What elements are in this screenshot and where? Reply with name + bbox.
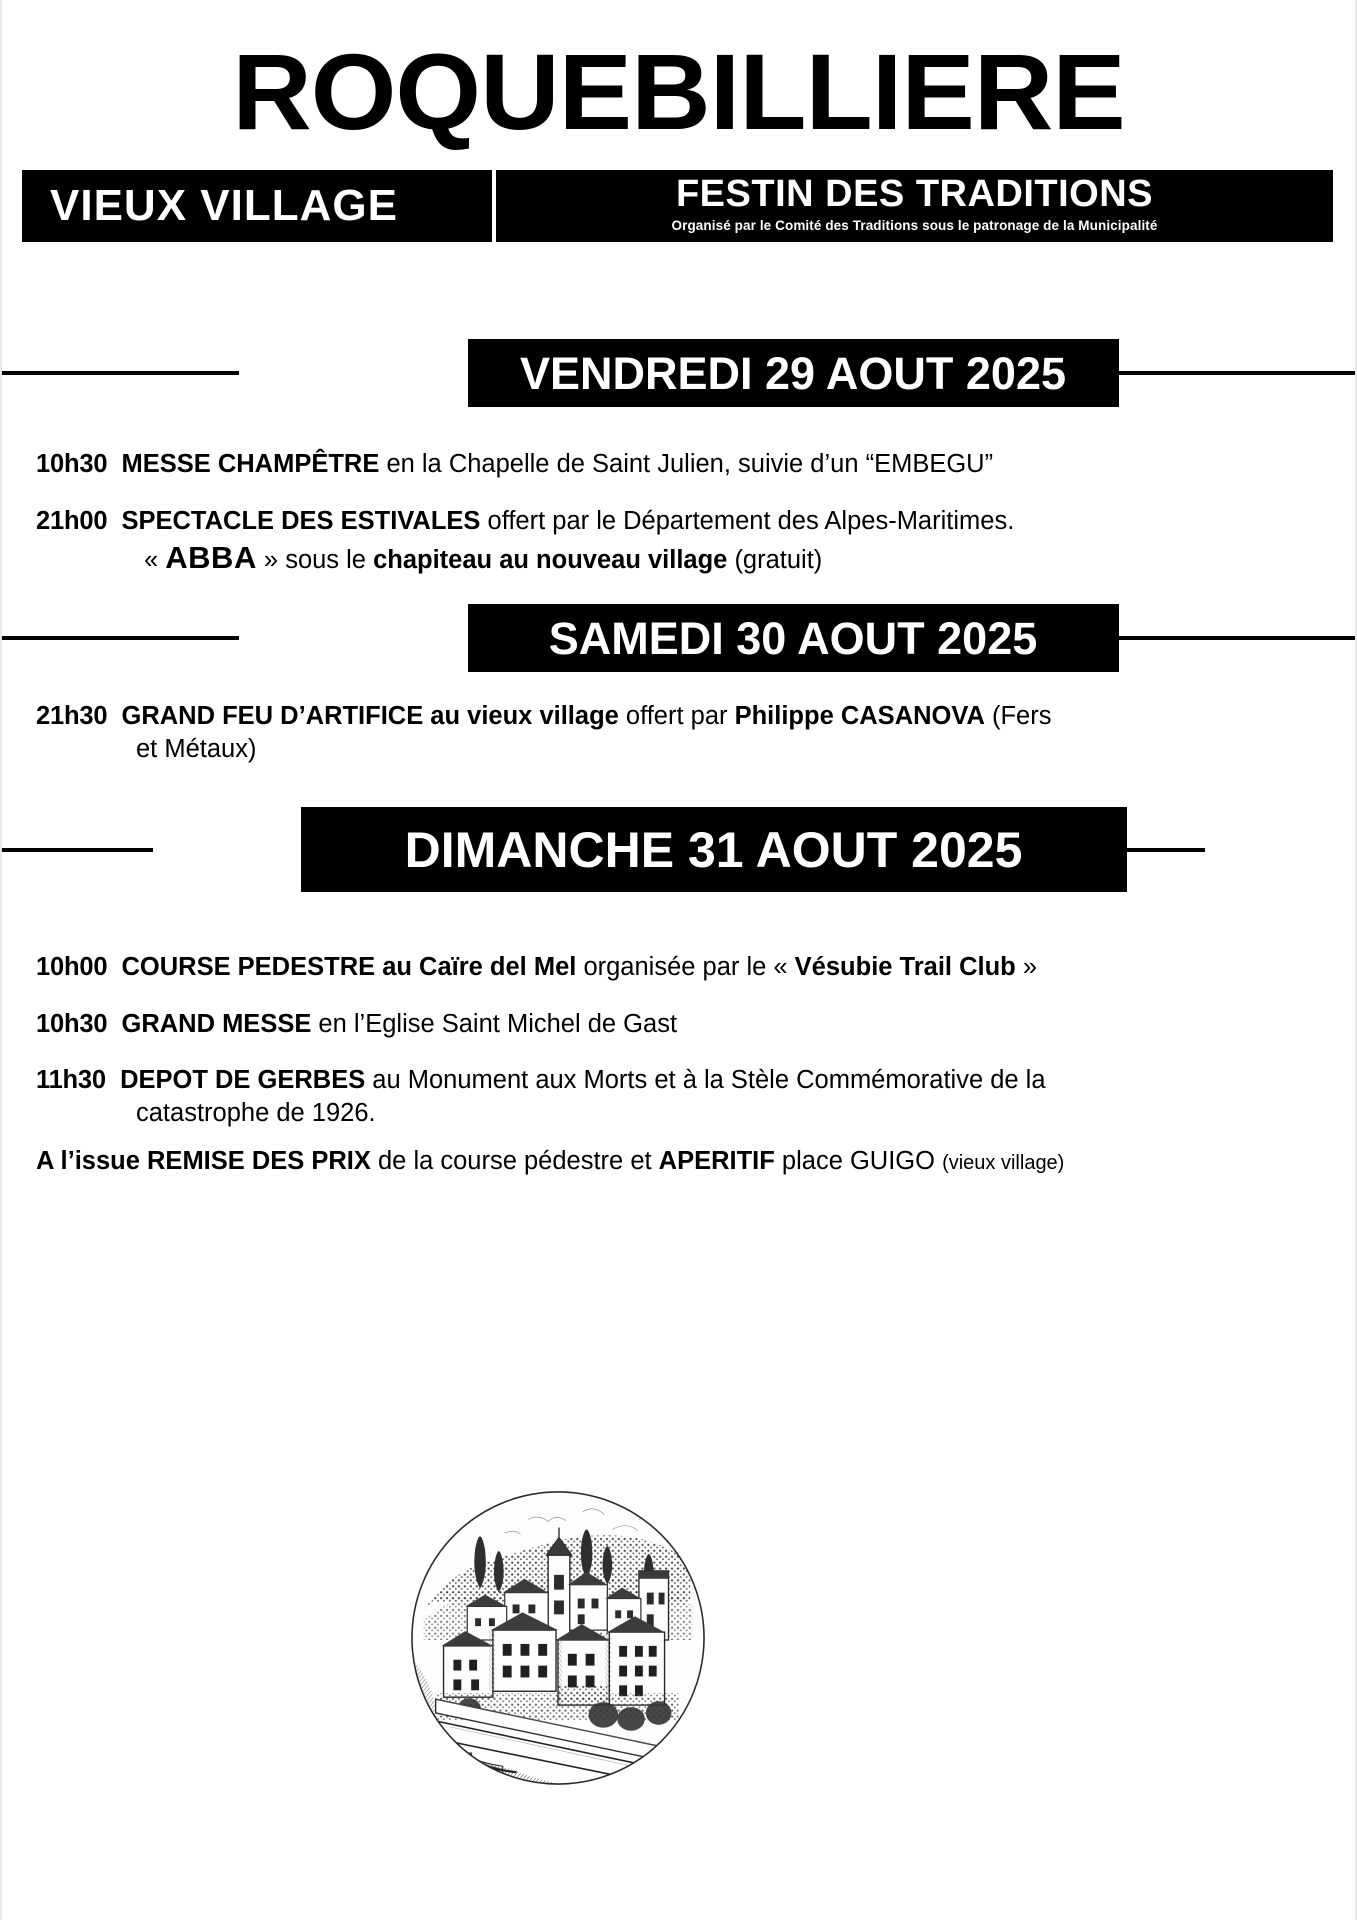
day-banner-samedi	[2, 604, 1355, 672]
sponsor-suffix: (Fers	[984, 702, 1052, 730]
event-vendredi-2	[36, 505, 1325, 577]
rule-left-dimanche	[2, 848, 153, 852]
festin-title: FESTIN DES TRADITIONS	[675, 173, 1154, 216]
masthead	[2, 0, 1355, 242]
closing-note-small: (vieux village)	[942, 1152, 1065, 1174]
event-time: 10h30	[36, 450, 108, 478]
event-detail-line2: catastrophe de 1926.	[136, 1098, 376, 1127]
header-band	[22, 170, 1333, 242]
event-detail-line2: et Métaux)	[136, 734, 257, 763]
event-title: DEPOT DE GERBES	[120, 1066, 366, 1094]
quote-close: »	[1015, 953, 1038, 981]
event-detail: organisée par le «	[576, 953, 795, 981]
quote-mid: » sous le	[256, 545, 374, 574]
festin-subtitle: Organisé par le Comité des Traditions sous le patronage de la Municipalité	[671, 218, 1158, 234]
event-title: GRAND MESSE	[121, 1010, 312, 1038]
village-engraving-illustration	[410, 1490, 706, 1786]
day-label-vendredi: VENDREDI 29 AOUT 2025	[468, 339, 1119, 407]
vieux-village-label: VIEUX VILLAGE	[50, 181, 398, 230]
event-title: SPECTACLE DES ESTIVALES	[121, 507, 481, 535]
event-samedi-1	[36, 700, 1325, 765]
event-detail: offert par	[618, 702, 735, 730]
day-banner-vendredi	[2, 339, 1355, 407]
day-banner-dimanche	[2, 807, 1355, 892]
closing-place: place GUIGO	[774, 1147, 943, 1175]
day-label-samedi: SAMEDI 30 AOUT 2025	[468, 604, 1119, 672]
rule-right-dimanche	[1127, 848, 1205, 852]
closing-aperitif: APERITIF	[658, 1147, 775, 1175]
quote-open: «	[144, 545, 166, 574]
festin-band	[496, 170, 1333, 242]
event-title: GRAND FEU D’ARTIFICE au vieux village	[121, 702, 619, 730]
event-time: 21h30	[36, 702, 108, 730]
event-title: MESSE CHAMPÊTRE	[121, 450, 380, 478]
closing-note	[36, 1145, 1325, 1178]
event-dimanche-3	[36, 1064, 1325, 1129]
village-engraving-icon	[410, 1490, 706, 1786]
vieux-village-band	[22, 170, 492, 242]
rule-right-samedi	[1119, 636, 1356, 640]
rule-left-samedi	[2, 636, 239, 640]
price-note: (gratuit)	[727, 545, 823, 574]
event-detail: en l’Eglise Saint Michel de Gast	[311, 1010, 678, 1038]
event-detail: offert par le Département des Alpes-Maritimes.	[480, 507, 1015, 535]
rule-left-vendredi	[2, 371, 239, 375]
rule-right-spacer	[1205, 848, 1356, 852]
event-time: 21h00	[36, 507, 108, 535]
event-detail: au Monument aux Morts et à la Stèle Commémorative de la	[365, 1066, 1046, 1094]
day-label-dimanche: DIMANCHE 31 AOUT 2025	[301, 807, 1127, 892]
event-time: 10h00	[36, 953, 108, 981]
event-dimanche-2	[36, 1008, 1325, 1041]
event-detail-line2	[36, 538, 1325, 578]
event-time: 11h30	[36, 1066, 106, 1094]
event-vendredi-1	[36, 448, 1325, 481]
closing-mid: de la course pédestre et	[370, 1147, 659, 1175]
organizer-name: Vésubie Trail Club	[794, 953, 1016, 981]
act-name: ABBA	[165, 539, 257, 575]
closing-prefix: A l’issue REMISE DES PRIX	[36, 1147, 371, 1175]
event-dimanche-1	[36, 951, 1325, 984]
event-time: 10h30	[36, 1010, 108, 1038]
venue-name: chapiteau au nouveau village	[373, 545, 728, 574]
event-title: COURSE PEDESTRE au Caïre del Mel	[121, 953, 577, 981]
event-detail: en la Chapelle de Saint Julien, suivie d’un “EMBEGU”	[379, 450, 994, 478]
sponsor-name: Philippe CASANOVA	[734, 702, 985, 730]
page-title: ROQUEBILLIERE	[232, 31, 1125, 152]
rule-right-vendredi	[1119, 371, 1356, 375]
